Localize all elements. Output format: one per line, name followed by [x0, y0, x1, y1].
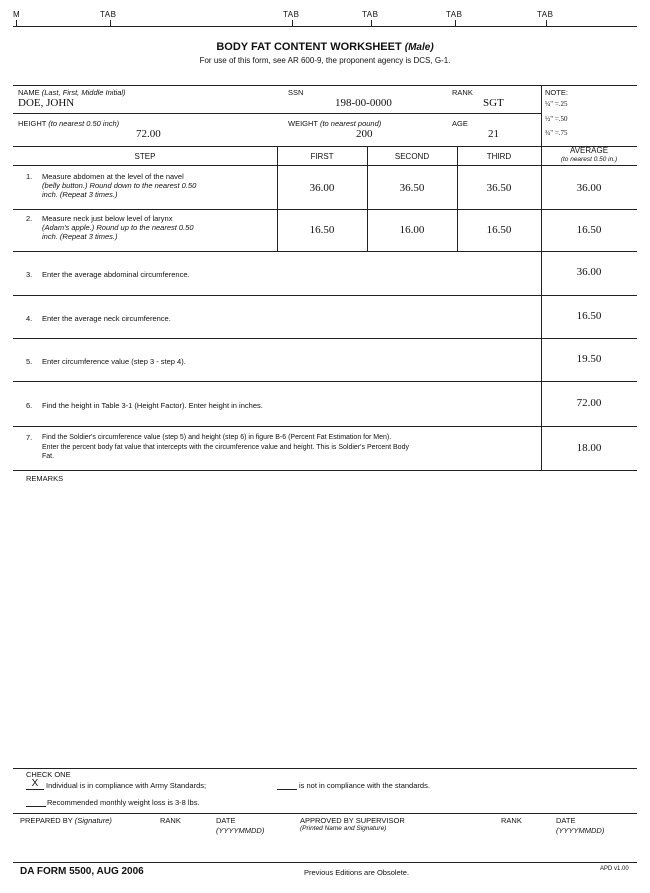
ruler-tick: [455, 20, 456, 26]
step-number: 2.: [26, 214, 33, 223]
note-quarter: ¼" =.25: [545, 100, 568, 108]
step-description: Enter circumference value (step 3 - step 4).: [42, 357, 186, 366]
approved-by-signature-field[interactable]: [300, 836, 490, 858]
info-top-rule: [13, 85, 637, 86]
table-bottom-rule: [13, 470, 637, 471]
note-label: NOTE:: [545, 88, 568, 97]
form-subtitle: For use of this form, see AR 600-9, the proponent agency is DCS, G-1.: [199, 56, 451, 65]
neck-second-value[interactable]: 16.00: [399, 224, 425, 236]
approved-by-hint: (Printed Name and Signature): [300, 825, 387, 832]
tab-mark: TAB: [100, 10, 117, 19]
tab-mark: TAB: [537, 10, 554, 19]
ruler-tick: [16, 20, 17, 26]
tab-mark-m: M: [13, 10, 21, 19]
editions-note: Previous Editions are Obsolete.: [304, 868, 410, 877]
note-divider: [541, 85, 542, 146]
remarks-label: REMARKS: [26, 474, 64, 483]
weight-loss-option: Recommended monthly weight loss is 3-8 lbs.: [47, 798, 200, 807]
version-label: APD v1.00: [600, 866, 629, 872]
ssn-label: SSN: [288, 88, 304, 97]
name-value[interactable]: DOE, JOHN: [18, 97, 75, 109]
step-description: Find the height in Table 3-1 (Height Factor). Enter height in inches.: [42, 401, 263, 410]
height-label-text: HEIGHT: [18, 119, 47, 128]
ruler-tick: [371, 20, 372, 26]
check-one-label: CHECK ONE: [26, 770, 71, 779]
height-factor-value[interactable]: 72.00: [576, 397, 602, 409]
row-rule: [13, 426, 637, 427]
step-line: Enter the percent body fat value that intercepts with the circumference value and height. This is Soldier's Percent Body: [42, 443, 409, 451]
form-id: DA FORM 5500, AUG 2006: [20, 866, 144, 877]
weight-hint: (to nearest pound): [319, 119, 382, 128]
step-line: inch. (Repeat 3 times.): [42, 190, 118, 199]
weight-loss-checkbox[interactable]: [26, 806, 46, 807]
percent-body-fat-value[interactable]: 18.00: [576, 442, 602, 454]
footer-rule: [13, 862, 637, 863]
info-mid-rule: [13, 113, 541, 114]
noncompliance-checkbox[interactable]: [277, 789, 297, 790]
name-label: [18, 88, 126, 97]
noncompliance-option: is not in compliance with the standards.: [299, 781, 430, 790]
col-divider-average: [541, 146, 542, 470]
date-label: DATE: [216, 816, 236, 825]
step-line: Measure neck just below level of larynx: [42, 214, 173, 223]
row-rule: [13, 251, 637, 252]
name-hint: (Last, First, Middle Initial): [41, 88, 126, 97]
title-text: BODY FAT CONTENT WORKSHEET: [216, 41, 402, 53]
tab-mark: TAB: [362, 10, 379, 19]
abdomen-average-value[interactable]: 36.00: [576, 182, 602, 194]
tab-mark: TAB: [283, 10, 300, 19]
tab-mark: TAB: [446, 10, 463, 19]
step-number: 4.: [26, 314, 33, 323]
title-suffix: (Male): [404, 42, 434, 53]
note-half: ½" =.50: [545, 115, 568, 123]
step-description: [42, 172, 274, 199]
rank-value[interactable]: SGT: [483, 97, 504, 109]
ruler-tick: [292, 20, 293, 26]
ruler-tick: [110, 20, 111, 26]
note-three-quarter: ¾" =.75: [545, 129, 568, 137]
rank-label: RANK: [160, 816, 181, 825]
row-rule: [13, 338, 637, 339]
prepared-by-signature-field[interactable]: [20, 836, 150, 858]
step-line: (belly button.) Round down to the nearest 0.50: [42, 181, 197, 190]
approved-by-label: APPROVED BY SUPERVISOR: [300, 816, 405, 825]
row-rule: [13, 209, 637, 210]
step-description: [42, 433, 538, 462]
header-first: FIRST: [310, 152, 334, 161]
abdomen-first-value[interactable]: 36.00: [309, 182, 335, 194]
height-hint: (to nearest 0.50 inch): [48, 119, 120, 128]
weight-label-text: WEIGHT: [288, 119, 318, 128]
step-line: Fat.: [42, 453, 55, 460]
ssn-value[interactable]: 198-00-0000: [335, 97, 392, 109]
step-number: 7.: [26, 433, 33, 442]
prepared-by-hint: (Signature): [74, 816, 112, 825]
remarks-area[interactable]: [26, 486, 634, 764]
avg-neck-value[interactable]: 16.50: [576, 310, 602, 322]
date-label: DATE: [556, 816, 576, 825]
header-second: SECOND: [394, 152, 430, 161]
height-value[interactable]: 72.00: [136, 128, 161, 140]
date-format-hint: (YYYYMMDD): [216, 826, 265, 835]
rank-label: RANK: [501, 816, 522, 825]
step-line: inch. (Repeat 3 times.): [42, 232, 118, 241]
ruler-tick: [546, 20, 547, 26]
header-average: AVERAGE: [569, 146, 609, 155]
step-line: Find the Soldier's circumference value (step 5) and height (step 6) in figure B-6 (Percent Fat Estimation for Men).: [42, 434, 392, 441]
circumference-value[interactable]: 19.50: [576, 353, 602, 365]
form-title: [0, 41, 650, 53]
row-rule: [13, 381, 637, 382]
compliance-option: Individual is in compliance with Army Standards;: [46, 781, 207, 790]
neck-third-value[interactable]: 16.50: [486, 224, 512, 236]
prepared-by-label: [20, 816, 112, 825]
step-number: 6.: [26, 401, 33, 410]
step-number: 1.: [26, 172, 33, 181]
header-average-hint: (to nearest 0.50 in.): [560, 156, 618, 163]
neck-first-value[interactable]: 16.50: [309, 224, 335, 236]
height-label: [18, 119, 119, 128]
step-number: 5.: [26, 357, 33, 366]
prepared-by-text: PREPARED BY: [20, 816, 73, 825]
abdomen-third-value[interactable]: 36.50: [486, 182, 512, 194]
avg-abdomen-value[interactable]: 36.00: [576, 266, 602, 278]
rank-label: RANK: [452, 88, 473, 97]
step-description: [42, 214, 274, 241]
age-label: AGE: [452, 119, 468, 128]
weight-value[interactable]: 200: [356, 128, 373, 140]
step-line: Measure abdomen at the level of the navel: [42, 172, 184, 181]
step-description: Enter the average neck circumference.: [42, 314, 171, 323]
ruler-line: [13, 26, 637, 27]
row-rule: [13, 295, 637, 296]
neck-average-value[interactable]: 16.50: [576, 224, 602, 236]
age-value[interactable]: 21: [488, 128, 499, 140]
compliance-checkbox[interactable]: X: [26, 779, 44, 790]
header-step: STEP: [134, 152, 156, 161]
weight-label: [288, 119, 381, 128]
header-bottom-rule: [13, 165, 637, 166]
step-number: 3.: [26, 270, 33, 279]
header-third: THIRD: [486, 152, 512, 161]
name-label-text: NAME: [18, 88, 40, 97]
step-description: Enter the average abdominal circumference.: [42, 270, 190, 279]
abdomen-second-value[interactable]: 36.50: [399, 182, 425, 194]
date-format-hint: (YYYYMMDD): [556, 826, 605, 835]
step-line: (Adam's apple.) Round up to the nearest 0.50: [42, 223, 194, 232]
check-top-rule: [13, 768, 637, 769]
signature-top-rule: [13, 813, 637, 814]
